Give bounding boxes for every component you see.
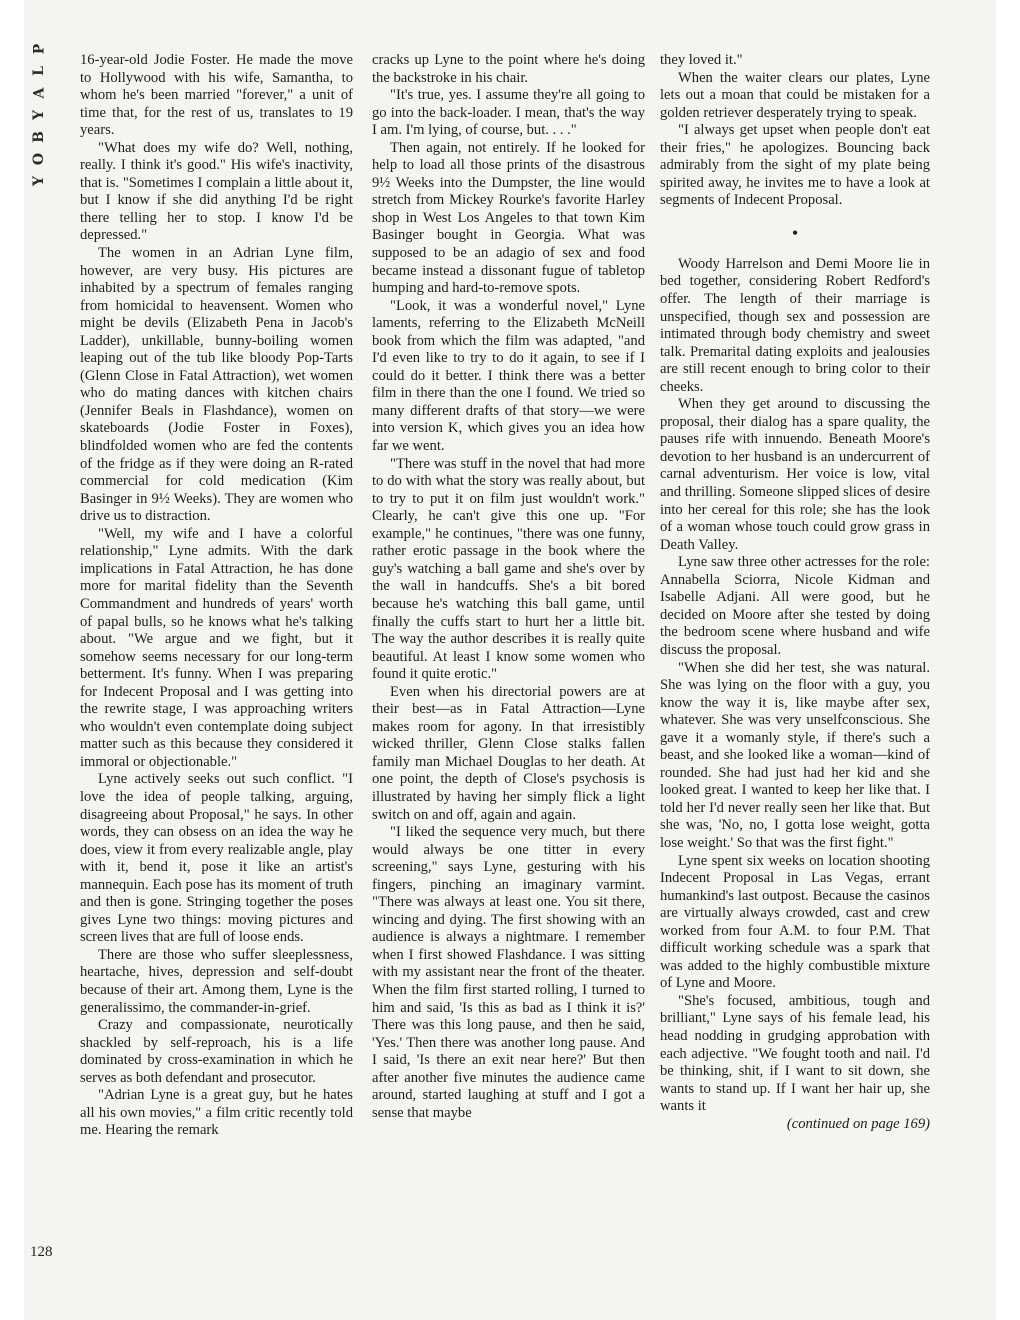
paragraph: Then again, not entirely. If he looked for help to load all those prints of the disastrous 9½ Weeks into the Dumpster, the line would stretch from Mickey Rourke's favorite Harley shop in West Los Angeles to that town Kim Basinger bought in Georgia. What was supposed to be an adagio of sex and food became instead a dissonant fugue of tabletop humping and hard-to-remove spots. (372, 139, 645, 297)
paragraph: "It's true, yes. I assume they're all going to go into the back-loader. I mean, that's the way I am. I'm lying, of course, but. . . ." (372, 87, 645, 139)
column-1 (80, 52, 353, 1140)
paragraph: "When she did her test, she was natural. She was lying on the floor with a guy, you know the way it is, like maybe after sex, whatever. She was very unselfconscious. She gave it a womanly style, if there's such a beast, and she looked like a woman—kind of rounded. She had just had her kid and she looked great. I wanted to keep her like that. I told her I'd never really seen her like that. But she was, 'No, no, I gotta lose weight, gotta lose weight.' So that was the first fight." (660, 659, 930, 851)
running-head-letter: O (30, 152, 47, 166)
running-head-letter: Y (31, 176, 47, 186)
paragraph: "Adrian Lyne is a great guy, but he hates all his own movies," a film critic recently told me. Hearing the remark (80, 1087, 353, 1139)
paragraph: Crazy and compassionate, neurotically shackled by self-reproach, his is a life dominated by cross-examination in which he serves as both defendant and prosecutor. (80, 1017, 353, 1086)
paragraph: "I liked the sequence very much, but there would always be one titter in every screening," says Lyne, gesturing with his fingers, pinching an imaginary varmint. "There was always at least one. You sit there, wincing and dying. The first showing with an audience is always a nightmare. I remember when I first showed Flashdance. I was sitting with my assistant near the front of the theater. When the film first started rolling, I turned to him and said, 'Is this as bad as I think it is?' There was this long pause, and then he said, 'Yes.' Then there was another long pause. And I said, 'Is there an exit near here?' But then after another five minutes the audience came around, started laughing at stuff and I got a sense that maybe (372, 824, 645, 1121)
paragraph: Woody Harrelson and Demi Moore lie in bed together, considering Robert Redford's offer. The length of their marriage is unspecified, though sex and possession are intimated through body chemistry and sweet talk. Premarital dating exploits and jealousies are still recent enough to bring color to their cheeks. (660, 255, 930, 395)
column-2 (372, 52, 645, 1122)
running-head-letter: B (31, 131, 47, 143)
paragraph: Lyne actively seeks out such conflict. "I love the idea of people talking, arguing, disagreeing about Proposal," he says. In other words, they can obsess on an idea the way he does, view it from every realizable angle, play with it, bend it, pose it like an artist's mannequin. Each pose has its moment of truth and then is gone. Stringing together the poses gives Lyne two things: moving pictures and screen lives that are full of loose ends. (80, 771, 353, 946)
paragraph: "She's focused, ambitious, tough and brilliant," Lyne says of his female lead, his head nodding in grudging approbation with each adjective. "We fought tooth and nail. I'd be thinking, shit, if I want to sit down, she wants to stand up. If I want her hair up, she wants it (660, 992, 930, 1115)
continued-note: (continued on page 169) (786, 1115, 930, 1132)
running-head-letter: Y (31, 110, 47, 120)
section-break-bullet: • (791, 222, 799, 243)
column-3 (660, 52, 930, 1133)
paragraph: cracks up Lyne to the point where he's doing the backstroke in his chair. (372, 52, 645, 86)
paragraph: "What does my wife do? Well, nothing, really. I think it's good." His wife's inactivity, that is. "Sometimes I complain a little about it, but I know if she did anything I'd be right there telling her to stop. I know I'd be depressed." (80, 139, 353, 244)
running-head-letter: L (31, 66, 47, 76)
paragraph: "I always get upset when people don't eat their fries," he apologizes. Bouncing back admirably from the sight of my plate being spirited away, he invites me to have a look at segments of Indecent Proposal. (660, 122, 930, 209)
paragraph: There are those who suffer sleeplessness, heartache, hives, depression and self-doubt because of their art. Among them, Lyne is the generalissimo, the commander-in-grief. (80, 946, 353, 1016)
running-head-letter: A (31, 87, 47, 99)
paragraph: Lyne saw three other actresses for the role: Annabella Sciorra, Nicole Kidman and Isabelle Adjani. All were good, but he decided on Moore after she tested by doing the bedroom scene where husband and wife discuss the proposal. (660, 554, 930, 658)
paragraph: When they get around to discussing the proposal, their dialog has a spare quality, the pauses rife with innuendo. Beneath Moore's devotion to her husband is an undercurrent of carnal adventurism. Her voice is low, vital and thrilling. Someone slipped slices of desire into her cereal for this role; she has the look of a woman whose touch could grow grass in Death Valley. (660, 396, 930, 553)
paragraph: 16-year-old Jodie Foster. He made the move to Hollywood with his wife, Samantha, to whom he's been married "forever," a unit of time that, for the rest of us, translates to 19 years. (80, 52, 353, 139)
paragraph: Lyne spent six weeks on location shooting Indecent Proposal in Las Vegas, errant humankind's last outpost. Because the casinos are virtually always crowded, cast and crew worked from four A.M. to four P.M. That difficult working schedule was a spark that was added to the highly combustible mixture of Lyne and Moore. (660, 852, 930, 992)
running-head (26, 42, 52, 188)
paragraph: "Well, my wife and I have a colorful relationship," Lyne admits. With the dark implications in Fatal Attraction, he has done more for marital fidelity than the Seventh Commandment and hundreds of years' worth of papal bulls, so he knows what he's talking about. "We argue and we fight, but it somehow seems necessary for our long-term betterment. It's funny. When I was preparing for Indecent Proposal and I was getting into the rewrite stage, I was approaching writers who wouldn't even contemplate doing subject matter such as this because they considered it immoral or objectionable." (80, 525, 353, 770)
paragraph: "There was stuff in the novel that had more to do with what the story was really about, but to try to put it on film just wouldn't work." Clearly, he can't give this one up. "For example," he continues, "there was one funny, rather erotic passage in the book where the guy's watching a ball game and she's over by the wall in handcuffs. She's a bit bored because he's watching this ball game, until finally the cuffs start to hurt her a little bit. The way the author describes it is really quite beautiful. At least I know some women who found it quite erotic." (372, 455, 645, 683)
paragraph: they loved it." (660, 52, 743, 68)
running-head-letter: P (31, 43, 47, 55)
paragraph: When the waiter clears our plates, Lyne lets out a moan that could be mistaken for a golden retriever desperately trying to speak. (660, 69, 930, 121)
paragraph: "Look, it was a wonderful novel," Lyne laments, referring to the Elizabeth McNeill book from which the film was adapted, "and I'd even like to try to do it again, to see if I could do it better. I think there was a better film in there than the one I found. We tried so many different drafts of that story—we were into version K, which gives you an idea how far we went. (372, 297, 645, 455)
paragraph: The women in an Adrian Lyne film, however, are very busy. His pictures are inhabited by a spectrum of females ranging from homicidal to heavensent. Women who might be devils (Elizabeth Pena in Jacob's Ladder), unkillable, bunny-boiling women leaping out of the tub like bloody Pop-Tarts (Glenn Close in Fatal Attraction), wet women who do mating dances with kitchen chairs (Jennifer Beals in Flashdance), women on skateboards (Jodie Foster in Foxes), blindfolded women who are fed the contents of the fridge as if they were doing an R-rated commercial for cold medication (Kim Basinger in 9½ Weeks). They are women who drive us to distraction. (80, 245, 353, 525)
page-number: 128 (30, 1244, 53, 1260)
paragraph: Even when his directorial powers are at their best—as in Fatal Attraction—Lyne makes room for agony. In that irresistibly wicked thriller, Glenn Close stalks fallen family man Michael Douglas to her death. At one point, the depth of Close's psychosis is illustrated by having her simply flick a light switch on and off, again and again. (372, 683, 645, 823)
